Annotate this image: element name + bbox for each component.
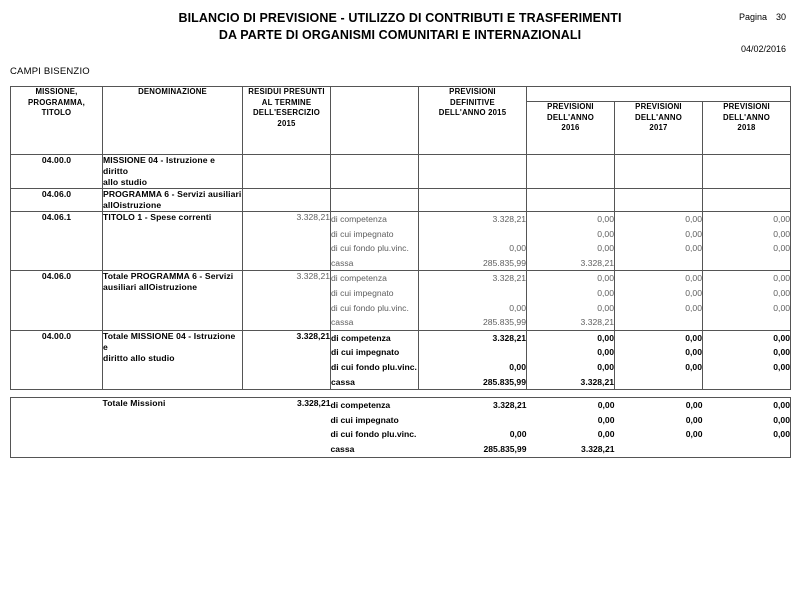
row-2017-values: [615, 155, 703, 189]
row-denomination: TITOLO 1 - Spese correnti: [103, 212, 243, 271]
year2018-value-0: 0,00: [773, 332, 791, 343]
year2017-value-2: 0,00: [685, 361, 702, 372]
header-residui-line1: RESIDUI PRESUNTI: [248, 87, 325, 96]
header-2017-line3: 2017: [649, 123, 668, 132]
row-2018-values: [703, 330, 791, 389]
row-value-labels: [331, 271, 419, 330]
value-label-fondo: di cui fondo plu.vinc.: [330, 429, 417, 440]
definitive-value-0: 3.328,21: [492, 273, 526, 284]
row-2016-values: [527, 271, 615, 330]
header-cell-year-2017: [615, 102, 703, 155]
year2016-value-1: 0,00: [597, 287, 614, 298]
row-code: 04.06.0: [11, 189, 103, 212]
row-2016-values: [527, 155, 615, 189]
grand-year2017-value-0: 0,00: [685, 400, 703, 411]
value-label-cassa: cassa: [331, 376, 355, 387]
year2018-value-2: 0,00: [773, 302, 791, 313]
year2018-value-1: 0,00: [773, 347, 791, 358]
year2018-value-0: 0,00: [773, 214, 791, 224]
page-indicator: [739, 12, 786, 22]
header-2018-line2: DELL'ANNO: [723, 112, 770, 122]
row-value-labels: [331, 155, 419, 189]
header-residui-line4: 2015: [277, 118, 296, 128]
row-definitive-values: [419, 330, 527, 389]
year2017-value-0: 0,00: [685, 332, 702, 343]
row-residui: 3.328,21: [243, 271, 331, 330]
value-label-cassa: cassa: [330, 443, 355, 454]
grand-year2017-value-1: 0,00: [685, 414, 703, 425]
year2016-value-3: 3.328,21: [580, 317, 614, 328]
page-header: [0, 0, 800, 77]
document-date: 04/02/2016: [740, 44, 786, 54]
row-2016-values: [527, 212, 615, 271]
row-2018-values: [703, 155, 791, 189]
header-cell-spacer: [331, 87, 419, 155]
definitive-value-3: 285.835,99: [482, 257, 526, 268]
year2016-value-3: 3.328,21: [580, 376, 614, 387]
grand-year2016-value-1: 0,00: [597, 414, 615, 425]
row-code: 04.00.0: [11, 330, 103, 389]
year2017-value-1: 0,00: [685, 347, 702, 358]
header-code-line2: PROGRAMMA,: [27, 97, 85, 107]
table-row: [11, 271, 791, 330]
grand-year2018-value-1: 0,00: [773, 414, 790, 425]
grand-definitive-value-0: 3.328,21: [493, 400, 527, 411]
value-label-fondo: di cui fondo plu.vinc.: [331, 243, 409, 254]
definitive-value-0: 3.328,21: [492, 332, 526, 343]
row-code: 04.06.1: [11, 212, 103, 271]
grand-year2016-value-3: 3.328,21: [581, 443, 615, 454]
definitive-value-0: 3.328,21: [492, 214, 526, 224]
value-label-fondo: di cui fondo plu.vinc.: [331, 302, 409, 313]
grand-year2018-value-2: 0,00: [773, 429, 790, 440]
table-row: [11, 155, 791, 189]
year2018-value-0: 0,00: [773, 273, 791, 284]
year2017-value-2: 0,00: [685, 302, 702, 313]
header-cell-residui: [243, 87, 331, 155]
row-2018-values: [703, 212, 791, 271]
grand-total-residui: 3.328,21: [297, 398, 331, 409]
year2016-value-2: 0,00: [597, 243, 614, 254]
row-code: 04.06.0: [11, 271, 103, 330]
header-2016-line1: PREVISIONI: [547, 102, 594, 111]
row-value-labels: [331, 212, 419, 271]
header-2016-line2: DELL'ANNO: [547, 112, 594, 122]
header-cell-denomination: DENOMINAZIONE: [103, 87, 243, 155]
grand-total-table: [10, 397, 791, 457]
header-2016-line3: 2016: [561, 123, 580, 132]
year2016-value-1: 0,00: [597, 347, 614, 358]
year2016-value-0: 0,00: [597, 332, 614, 343]
row-residui: [243, 155, 331, 189]
grand-total-code: [11, 398, 103, 457]
value-label-cassa: cassa: [331, 257, 354, 268]
row-residui: 3.328,21: [243, 330, 331, 389]
value-label-competenza: di competenza: [330, 400, 391, 411]
row-denomination: MISSIONE 04 - Istruzione e diritto allo studio: [103, 155, 243, 189]
value-label-fondo: di cui fondo plu.vinc.: [331, 361, 417, 372]
year2016-value-0: 0,00: [597, 214, 614, 224]
year2017-value-0: 0,00: [685, 214, 702, 224]
value-label-competenza: di competenza: [331, 332, 391, 343]
grand-definitive-value-2: 0,00: [509, 429, 527, 440]
grand-year2016-value-2: 0,00: [597, 429, 615, 440]
table-row: [11, 189, 791, 212]
year2016-value-0: 0,00: [597, 273, 614, 284]
header-2018-line3: 2018: [737, 123, 756, 132]
grand-total-2016-values: [527, 398, 615, 457]
year2016-value-3: 3.328,21: [580, 257, 614, 268]
header-definitive-line2: DEFINITIVE: [450, 97, 495, 107]
year2017-value-0: 0,00: [685, 273, 702, 284]
grand-total-2018-values: [703, 398, 791, 457]
grand-total-row-tr: [11, 398, 791, 457]
year2018-value-1: 0,00: [773, 287, 791, 298]
document-title-line1: BILANCIO DI PREVISIONE - UTILIZZO DI CONTRIBUTI E TRASFERIMENTI: [178, 11, 622, 25]
row-definitive-values: [419, 271, 527, 330]
header-definitive-line3: DELL'ANNO 2015: [438, 108, 507, 117]
grand-year2016-value-0: 0,00: [597, 400, 615, 411]
grand-total-value-labels: [331, 398, 419, 457]
value-label-impegnato: di cui impegnato: [331, 347, 400, 358]
row-2016-values: [527, 189, 615, 212]
header-cell-years-spacer: [527, 87, 791, 102]
grand-total-2017-values: [615, 398, 703, 457]
row-value-labels: [331, 330, 419, 389]
totals-separator: [10, 390, 790, 397]
header-cell-definitive: [419, 87, 527, 155]
entity-name: CAMPI BISENZIO: [10, 66, 90, 77]
year2017-value-2: 0,00: [685, 243, 702, 254]
row-denomination: Totale MISSIONE 04 - Istruzione e diritto allo studio: [103, 330, 243, 389]
row-definitive-values: [419, 212, 527, 271]
grand-year2018-value-0: 0,00: [773, 400, 790, 411]
year2017-value-1: 0,00: [685, 287, 702, 298]
definitive-value-3: 285.835,99: [482, 376, 526, 387]
row-value-labels: [331, 189, 419, 212]
value-label-competenza: di competenza: [331, 214, 387, 224]
document-title: [80, 10, 720, 44]
grand-total-body: [11, 398, 791, 457]
header-cell-year-2018: [703, 102, 791, 155]
row-denomination: PROGRAMMA 6 - Servizi ausiliari allOistruzione: [103, 189, 242, 210]
value-label-impegnato: di cui impegnato: [330, 414, 399, 425]
year2016-value-2: 0,00: [597, 361, 614, 372]
definitive-value-3: 285.835,99: [482, 317, 526, 328]
year2016-value-1: 0,00: [597, 228, 614, 239]
table-header-row: [11, 87, 791, 102]
year2018-value-2: 0,00: [773, 361, 791, 372]
table-row: [11, 212, 791, 271]
header-cell-year-2016: [527, 102, 615, 155]
budget-table-container: [10, 86, 790, 458]
row-2018-values: [703, 189, 791, 212]
budget-table: [10, 86, 791, 390]
year2018-value-2: 0,00: [773, 243, 791, 254]
page-number: 30: [775, 12, 786, 22]
page-label: Pagina: [738, 12, 767, 22]
row-2018-values: [703, 271, 791, 330]
header-cell-code: [11, 87, 103, 155]
header-residui-line2: AL TERMINE: [261, 97, 312, 107]
row-definitive-values: [419, 189, 527, 212]
header-residui-line3: DELL'ESERCIZIO: [252, 108, 321, 117]
document-title-line2: DA PARTE DI ORGANISMI COMUNITARI E INTERNAZIONALI: [218, 28, 582, 42]
row-definitive-values: [419, 155, 527, 189]
table-body: [11, 155, 791, 390]
header-2018-line1: PREVISIONI: [723, 102, 770, 111]
header-2017-line2: DELL'ANNO: [635, 112, 682, 122]
definitive-value-2: 0,00: [509, 361, 526, 372]
header-code-line1: MISSIONE,: [35, 87, 78, 96]
year2016-value-2: 0,00: [597, 302, 614, 313]
row-residui: 3.328,21: [243, 212, 331, 271]
value-label-cassa: cassa: [331, 317, 354, 328]
row-2017-values: [615, 330, 703, 389]
row-residui: [243, 189, 331, 212]
grand-definitive-value-3: 285.835,99: [483, 443, 527, 454]
header-code-line3: TITOLO: [41, 108, 72, 117]
grand-year2017-value-2: 0,00: [685, 429, 703, 440]
table-row: [11, 330, 791, 389]
grand-total-definitive-values: [419, 398, 527, 457]
row-2017-values: [615, 212, 703, 271]
definitive-value-2: 0,00: [509, 302, 526, 313]
row-2017-values: [615, 271, 703, 330]
header-2017-line1: PREVISIONI: [635, 102, 682, 111]
row-code: 04.00.0: [11, 155, 103, 189]
year2017-value-1: 0,00: [685, 228, 702, 239]
row-denomination: Totale PROGRAMMA 6 - Servizi ausiliari allOistruzione: [103, 271, 243, 330]
definitive-value-2: 0,00: [509, 243, 526, 254]
grand-total-denomination: Totale Missioni: [102, 398, 166, 409]
header-definitive-line1: PREVISIONI: [449, 87, 496, 96]
value-label-impegnato: di cui impegnato: [331, 228, 394, 239]
row-2016-values: [527, 330, 615, 389]
row-2017-values: [615, 189, 703, 212]
value-label-impegnato: di cui impegnato: [331, 287, 394, 298]
year2018-value-1: 0,00: [773, 228, 791, 239]
value-label-competenza: di competenza: [331, 273, 387, 284]
